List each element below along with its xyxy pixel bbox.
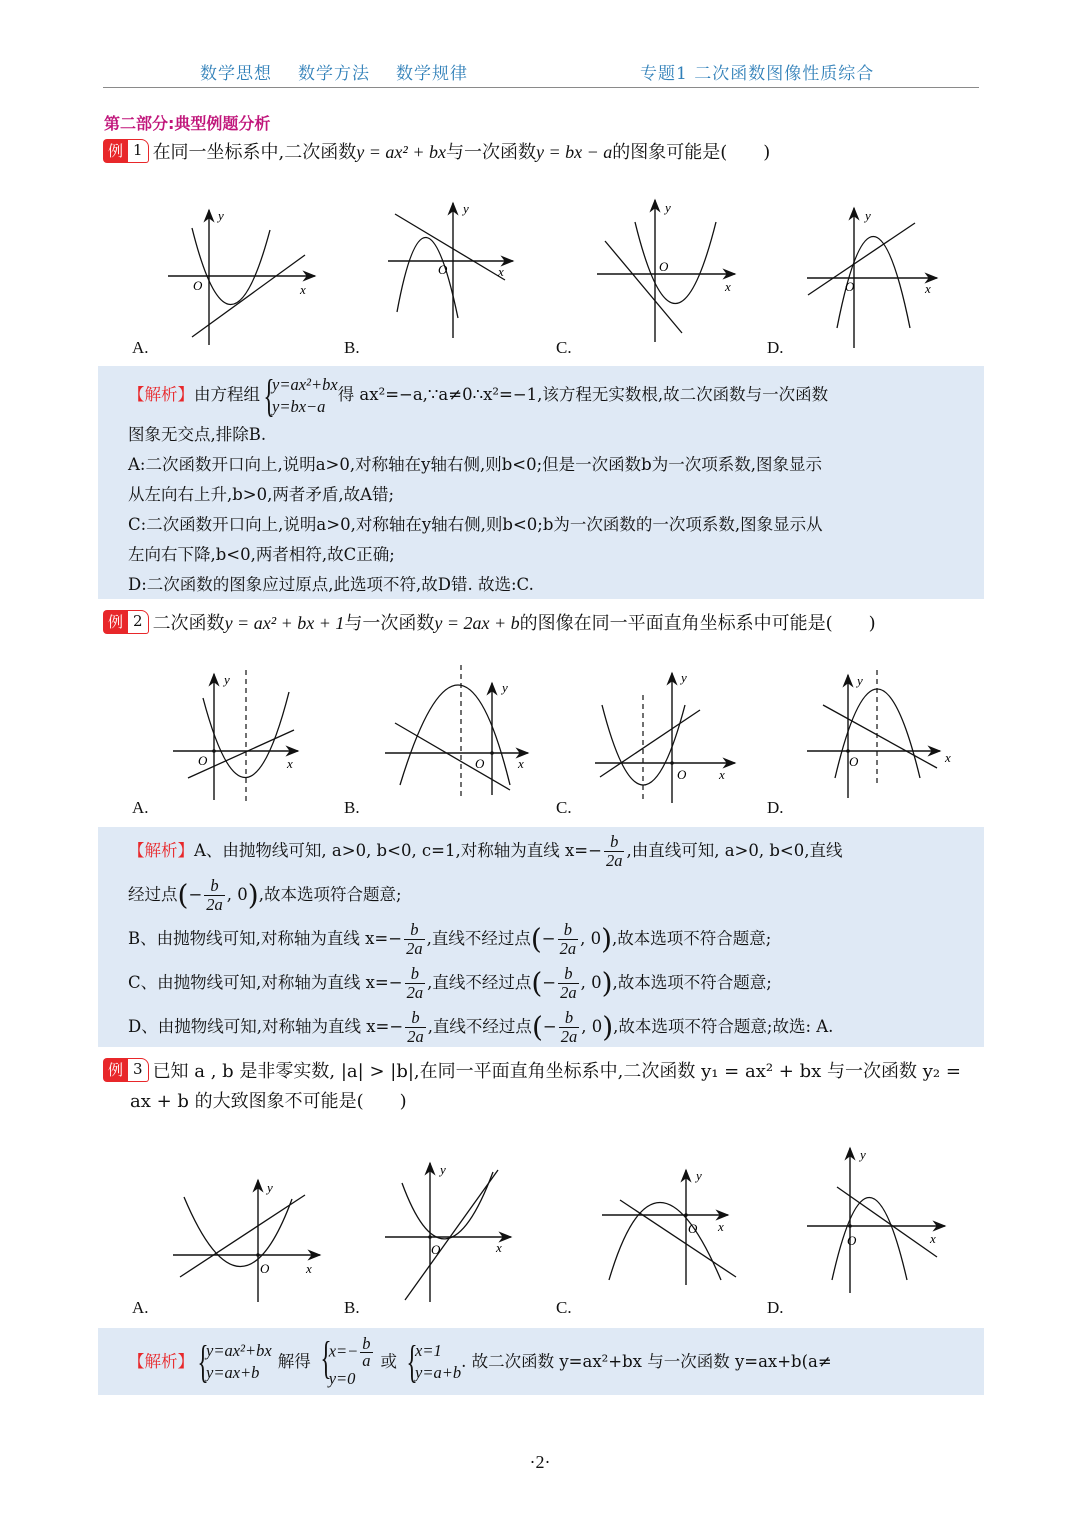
equation-system: { y=ax²+bx y=bx−a — [260, 374, 338, 418]
equation-system: { y=ax²+bx y=ax+b — [194, 1340, 272, 1384]
svg-text:O: O — [475, 756, 485, 771]
analysis-tag: 【解析】 — [128, 385, 194, 404]
header-chapter-title: 专题1 二次函数图像性质综合 — [640, 64, 875, 84]
ex3-graph-d — [805, 1145, 950, 1295]
svg-text:y: y — [502, 680, 508, 695]
svg-text:y: y — [860, 1147, 866, 1162]
ex3-graph-c — [600, 1165, 740, 1290]
svg-text:y: y — [857, 673, 863, 688]
ex1-analysis-box: 【解析】由方程组 { y=ax²+bx y=bx−a 得 ax²=−a,∵a≠0∴x²=−1,该方程无实数根,故二次函数与一次函数 图象无交点,排除B. A:二次函数开口向上,说明a>0,对称轴在y轴右侧,则b<0;但是一次函数b为一次项系数,图象显示 从左向右上升,b>0,两者矛盾,故A错; C:二次函数开口向上,说明a>0,对称轴在y轴右侧,则b<0;b为一次函数的一次项系数,图象显示从 左向右下降,b<0,两者相符,故C正确; D:二次函数的图象应过原点,此选项不符,故D错. 故选:C. — [98, 366, 984, 599]
svg-text:O: O — [193, 278, 203, 293]
svg-text:y: y — [218, 208, 224, 223]
ex3-option-d: D. — [767, 1298, 784, 1317]
svg-text:O: O — [845, 279, 855, 294]
ex3-option-a: A. — [132, 1298, 149, 1317]
svg-text:O: O — [260, 1261, 270, 1276]
svg-text:x: x — [306, 1261, 312, 1276]
ex1-graph-a — [160, 200, 320, 350]
svg-text:y: y — [681, 670, 687, 685]
example-2-question: 例 2 二次函数y = ax² + bx + 1与一次函数y = 2ax + b的图像在同一平面直角坐标系中可能是( ) — [103, 609, 876, 638]
solution-system-2: { x=1 y=a+b — [403, 1340, 461, 1384]
svg-text:y: y — [267, 1180, 273, 1195]
svg-text:y: y — [463, 201, 469, 216]
ex1-graph-c — [595, 195, 745, 345]
ex2-option-d: D. — [767, 798, 784, 817]
example-badge: 例 1 — [103, 139, 149, 163]
svg-text:x: x — [925, 281, 931, 296]
ex2-option-a: A. — [132, 798, 149, 817]
ex1-graph-b — [385, 200, 525, 345]
svg-text:O: O — [849, 754, 859, 769]
ex3-analysis-box: 【解析】 { y=ax²+bx y=ax+b 解得 { x=− $\frac{b}{a}$ y=0 或 { x=1 y=a+b . 故二次函数 y=ax²+bx 与一次函数 y=ax+b(a≠ — [98, 1328, 984, 1395]
svg-text:y: y — [224, 672, 230, 687]
ex3-option-c: C. — [556, 1298, 572, 1317]
example-badge: 例 2 — [103, 610, 149, 634]
ex3-graph-a — [170, 1175, 330, 1305]
svg-text:x: x — [496, 1240, 502, 1255]
ex1-option-c: C. — [556, 338, 572, 357]
ex1-graph-d — [805, 205, 945, 350]
ex2-option-c: C. — [556, 798, 572, 817]
header-topic: 数学规律 — [396, 64, 468, 84]
analysis-tag: 【解析】 — [128, 841, 194, 860]
section-title: 第二部分:典型例题分析 — [104, 114, 271, 133]
svg-text:x: x — [498, 264, 504, 279]
svg-text:O: O — [847, 1233, 857, 1248]
svg-text:y: y — [440, 1162, 446, 1177]
svg-text:x: x — [718, 1219, 724, 1234]
svg-text:O: O — [659, 259, 669, 274]
example-1-question: 例 1 在同一坐标系中,二次函数y = ax² + bx与一次函数y = bx − a的图象可能是( ) — [103, 138, 770, 167]
page-number: ·2· — [529, 1452, 551, 1472]
svg-text:O: O — [198, 753, 208, 768]
ex2-graph-c — [595, 665, 745, 805]
svg-text:x: x — [518, 756, 524, 771]
header-topics — [200, 59, 494, 84]
svg-text:y: y — [865, 208, 871, 223]
svg-text:O: O — [688, 1221, 698, 1236]
ex1-option-b: B. — [344, 338, 360, 357]
ex3-graph-b — [383, 1160, 528, 1305]
svg-text:x: x — [930, 1231, 936, 1246]
header-topic: 数学方法 — [298, 64, 370, 84]
ex2-analysis-box: 【解析】A、由抛物线可知, a>0, b<0, c=1,对称轴为直线 x=− $\frac{b}{2a}$ ,由直线可知, a>0, b<0,直线 经过点(− $\frac{b}{2a}$ , 0),故本选项符合题意; B、由抛物线可知,对称轴为直线 x=− $\frac{b}{2a}$ ,直线不经过点(− $\frac{b}{2a}$ , 0),故本选项不符合题意; C、由抛物线可知,对称轴为直线 x=− $\frac{b}{2a}$ ,直线不经过点(− $\frac{b}{2a}$ , 0),故本选项不符合题意; D、由抛物线可知,对称轴为直线 x=− $\frac{b}{2a}$ ,直线不经过点(− $\frac{b}{2a}$ , 0),故本选项不符合题意;故选: A. — [98, 827, 984, 1047]
analysis-tag: 【解析】 — [128, 1352, 194, 1371]
solution-system-1: { x=− $\frac{b}{a}$ y=0 — [317, 1336, 375, 1389]
example-badge: 例 3 — [103, 1058, 149, 1082]
ex2-option-b: B. — [344, 798, 360, 817]
svg-text:x: x — [945, 750, 951, 765]
header-topic: 数学思想 — [200, 64, 272, 84]
svg-text:y: y — [665, 200, 671, 215]
svg-text:x: x — [719, 767, 725, 782]
svg-text:O: O — [438, 262, 448, 277]
ex3-option-b: B. — [344, 1298, 360, 1317]
ex1-option-a: A. — [132, 338, 149, 357]
ex2-graph-b — [385, 665, 535, 800]
svg-text:O: O — [431, 1242, 441, 1257]
ex2-graph-d — [805, 670, 960, 805]
svg-text:y: y — [696, 1168, 702, 1183]
example-3-question: 例 3 已知 a , b 是非零实数, |a| > |b|,在同一平面直角坐标系中,二次函数 y₁ = ax² + bx 与一次函数 y₂ = — [103, 1058, 961, 1086]
svg-text:x: x — [300, 282, 306, 297]
svg-text:x: x — [725, 279, 731, 294]
example-3-question-cont: ax + b 的大致图象不可能是( ) — [130, 1091, 407, 1112]
svg-text:O: O — [677, 767, 687, 782]
page-header — [103, 56, 979, 88]
ex1-option-d: D. — [767, 338, 784, 357]
svg-text:x: x — [287, 756, 293, 771]
ex2-graph-a — [170, 670, 310, 805]
